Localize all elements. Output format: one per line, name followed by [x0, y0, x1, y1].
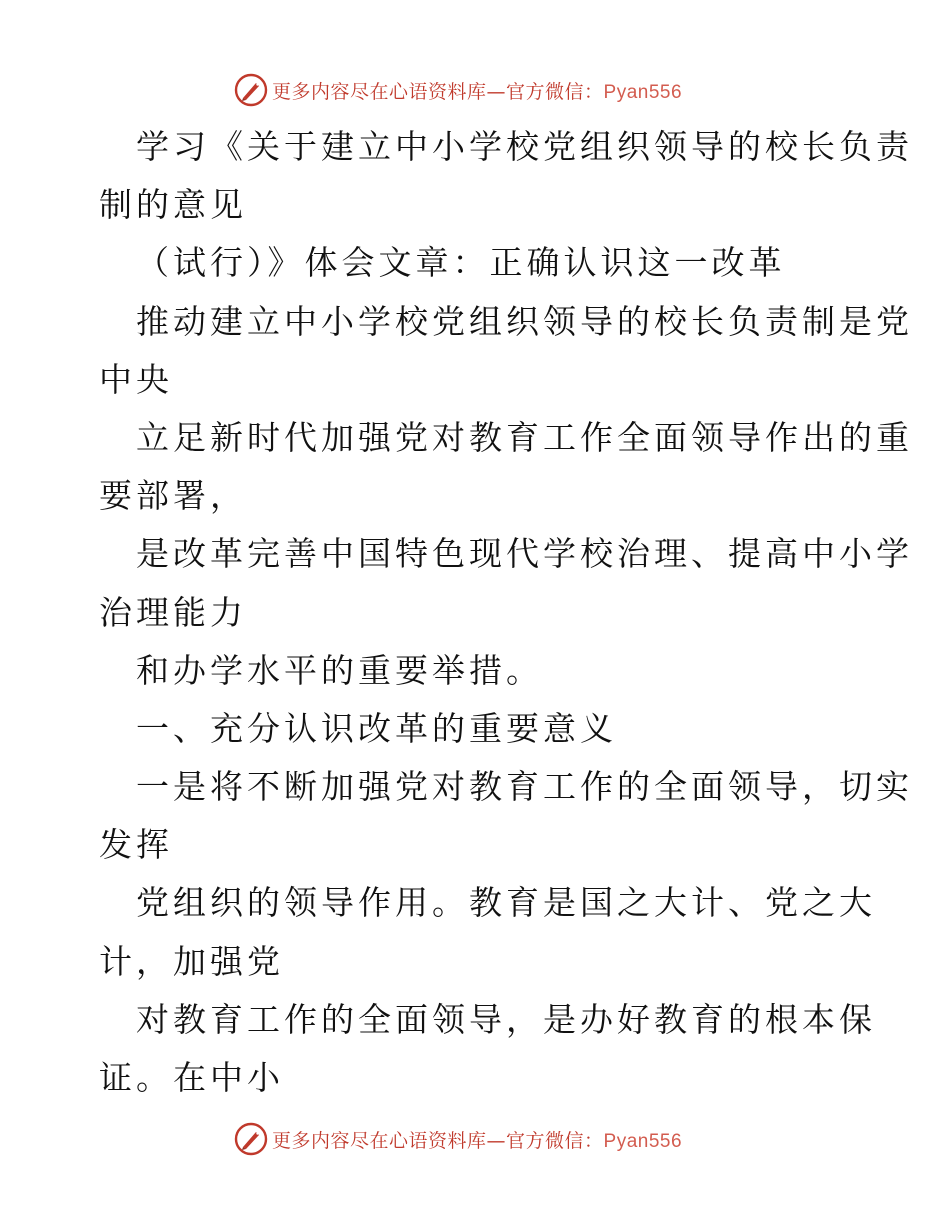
watermark-official: 官方微信： — [506, 1129, 604, 1152]
text-line: 制的意见 — [99, 185, 247, 225]
document-body — [99, 118, 913, 1107]
text-line: 一、充分认识改革的重要意义 — [136, 708, 617, 748]
text-line: 证。在中小 — [99, 1058, 284, 1097]
text-line: 和办学水平的重要举措。 — [136, 650, 543, 690]
text-line: 立足新时代加强党对教育工作全面领导作出的重 — [136, 417, 913, 457]
watermark-dash: — — [486, 80, 507, 103]
text-line: 治理能力 — [99, 592, 247, 632]
text-line: 学习《关于建立中小学校党组织领导的校长负责 — [136, 127, 913, 166]
pen-logo-icon — [234, 73, 268, 107]
watermark-site: 更多内容尽在心语资料库 — [272, 80, 487, 103]
watermark-handle: Pyan556 — [603, 81, 683, 103]
watermark-site: 更多内容尽在心语资料库 — [272, 1129, 487, 1152]
text-line: 推动建立中小学校党组织领导的校长负责制是党 — [136, 301, 913, 341]
text-line: 发挥 — [99, 825, 173, 865]
watermark-handle: Pyan556 — [603, 1130, 683, 1152]
watermark-text — [272, 77, 682, 104]
watermark-dash: — — [486, 1129, 507, 1152]
watermark-text — [272, 1126, 682, 1153]
watermark-official: 官方微信： — [506, 80, 604, 103]
watermark-header — [234, 72, 682, 108]
text-line: 中央 — [99, 359, 173, 399]
text-line: 一是将不断加强党对教育工作的全面领导，切实 — [136, 767, 913, 807]
watermark-footer — [234, 1121, 682, 1157]
text-line: （试行）》体会文章：正确认识这一改革 — [136, 243, 786, 283]
text-line: 要部署， — [99, 476, 247, 516]
pen-logo-icon — [234, 1122, 268, 1156]
text-line: 党组织的领导作用。教育是国之大计、党之大 — [136, 883, 876, 923]
text-line: 计，加强党 — [99, 941, 284, 981]
text-line: 对教育工作的全面领导，是办好教育的根本保 — [136, 999, 876, 1039]
text-line: 是改革完善中国特色现代学校治理、提高中小学 — [136, 534, 913, 574]
